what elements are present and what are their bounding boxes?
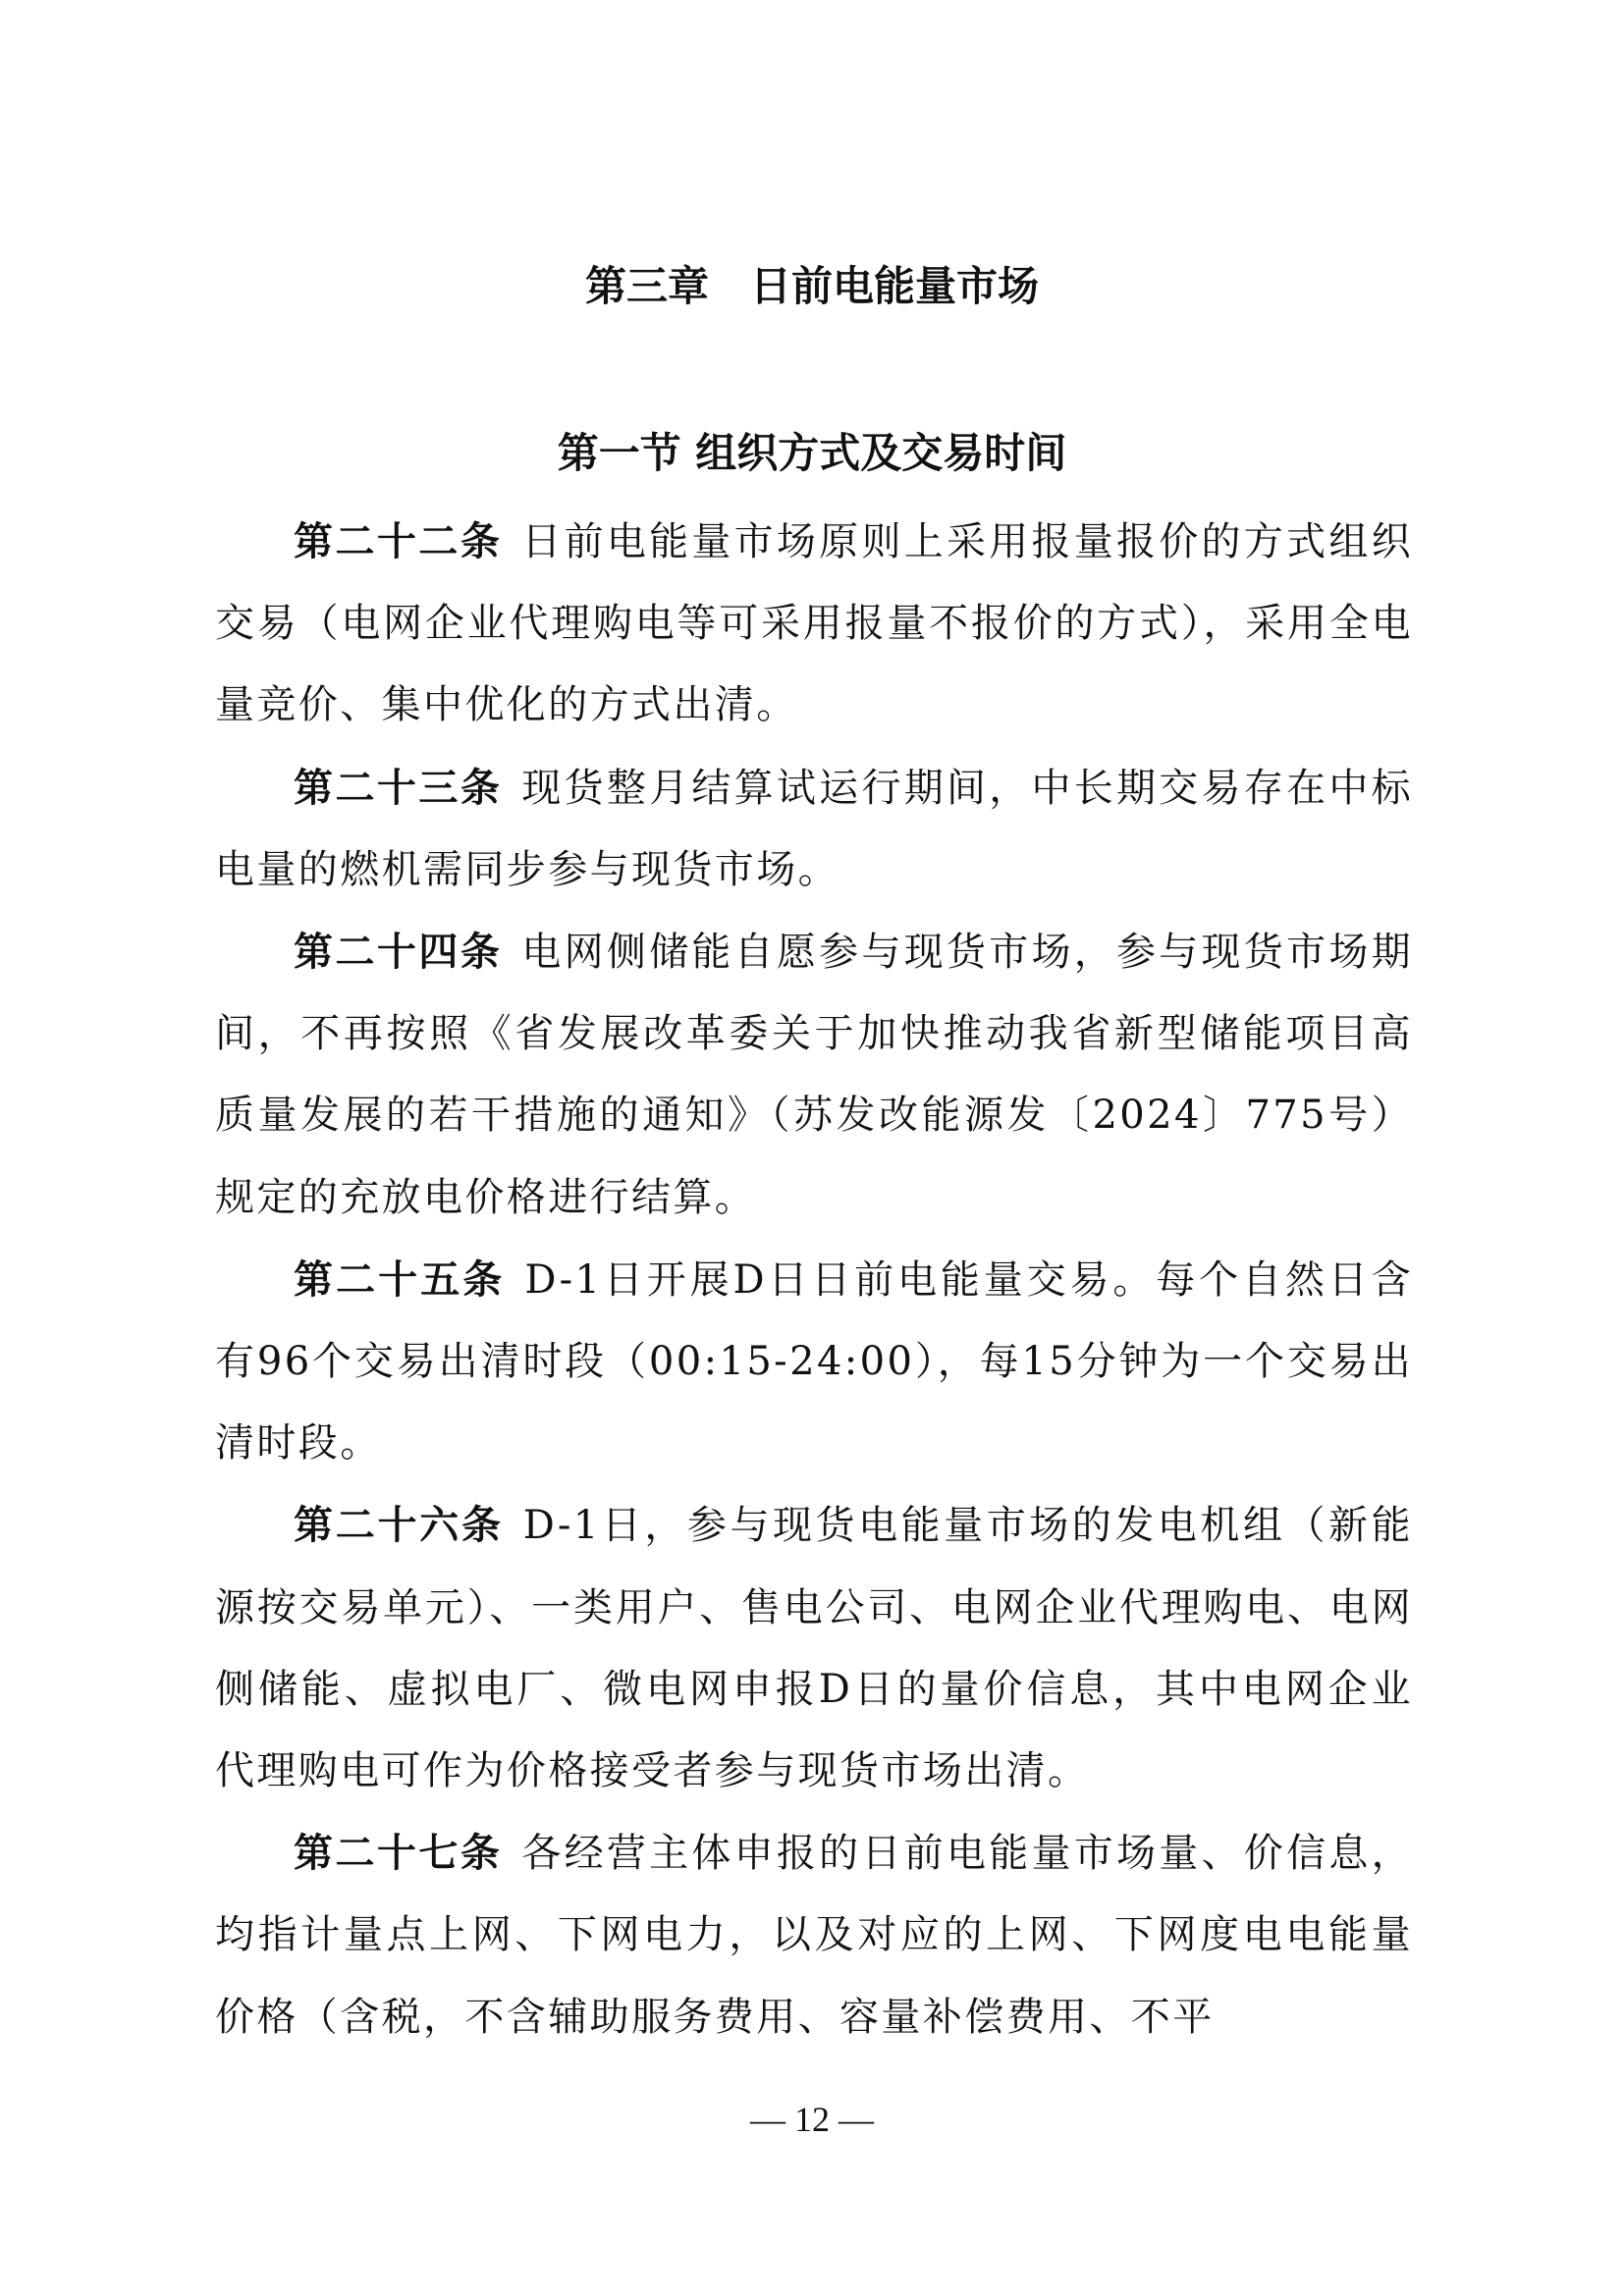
article-text: 电网侧储能自愿参与现货市场，参与现货市场期间，不再按照《省发展改革委关于加快推动我省新型储能项目高质量发展的若干措施的通知》（苏发改能源发〔2024〕775号）规定的充放电价格进行结算。	[215, 930, 1414, 1220]
article-25	[215, 1239, 1413, 1485]
article-text: D-1日开展D日日前电能量交易。每个自然日含有96个交易出清时段（00:15-24:00），每15分钟为一个交易出清时段。	[215, 1256, 1414, 1467]
article-number: 第二十三条	[294, 764, 503, 811]
article-text: 日前电能量市场原则上采用报量报价的方式组织交易（电网企业代理购电等可采用报量不报价的方式），采用全电量竞价、集中优化的方式出清。	[215, 519, 1414, 728]
article-text: 现货整月结算试运行期间，中长期交易存在中标电量的燃机需同步参与现货市场。	[215, 765, 1414, 892]
article-number: 第二十六条	[294, 1502, 504, 1549]
section-title: 第一节 组织方式及交易时间	[557, 429, 1067, 477]
article-26	[215, 1484, 1413, 1812]
article-text: D-1日，参与现货电能量市场的发电机组（新能源按交易单元）、一类用户、售电公司、电网企业代理购电、电网侧储能、虚拟电厂、微电网申报D日的量价信息，其中电网企业代理购电可作为价格接受者参与现货市场出清。	[215, 1503, 1414, 1794]
chapter-title: 第三章 日前电能量市场	[584, 262, 1039, 310]
article-number: 第二十七条	[294, 1830, 503, 1877]
article-23	[215, 747, 1413, 911]
article-text: 各经营主体申报的日前电能量市场量、价信息，均指计量点上网、下网电力，以及对应的上网、下网度电电能量价格（含税，不含辅助服务费用、容量补偿费用、不平	[215, 1831, 1414, 2040]
article-24	[215, 911, 1413, 1239]
article-number: 第二十二条	[294, 518, 503, 564]
article-22	[215, 501, 1413, 747]
article-number: 第二十四条	[294, 929, 503, 976]
article-27	[215, 1812, 1413, 2058]
page-number: — 12 —	[750, 2100, 874, 2139]
article-number: 第二十五条	[294, 1255, 506, 1303]
article-list	[215, 501, 1413, 2058]
